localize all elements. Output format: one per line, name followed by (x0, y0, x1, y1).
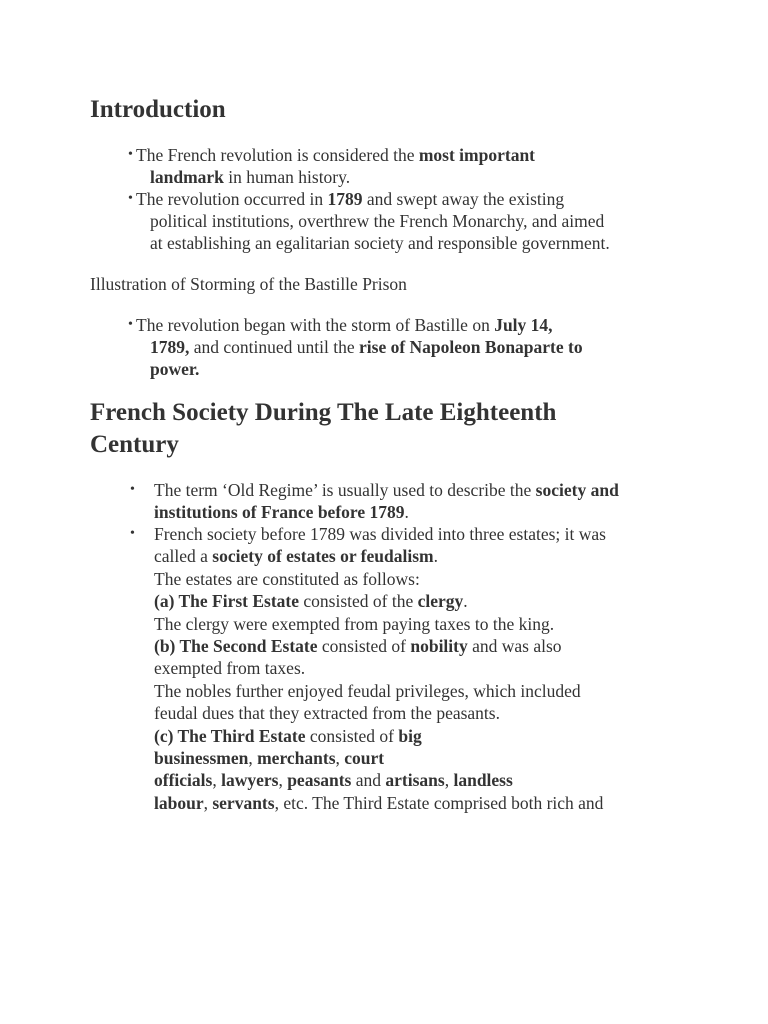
bullet-dot: • (130, 482, 135, 497)
bullet-dot: • (130, 526, 135, 541)
bullet-dot: • (128, 317, 133, 332)
image-caption: Illustration of Storming of the Bastille Prison (90, 274, 407, 294)
bullet-dot: • (128, 147, 133, 162)
intro-bullet-3: • The revolution began with the storm of Bastille on July 14, 1789, and continued until the rise of Napoleon Bonaparte to power. (128, 315, 583, 379)
intro-bullet-1: • The French revolution is considered the most important landmark in human history. (128, 145, 536, 187)
bullet-dot: • (128, 191, 133, 206)
document-page: Introduction • The French revolution is considered the most important landmark in human history. • The revolution occurred in 1789 and swept away the existing political institutions, overthrew the French Monarchy, and aimed at establishing an egalitarian society and responsible government. Illustration of Storming of the Bastille Prison • The revolution began with the storm of Bastille on July 14, 1789, and continued until the rise of Napoleon Bonaparte to power. French Society During The Late Eighteenth Century • The term ‘Old Regime’ is usually used to describe the society and institutions of France before 1789. • French society before 1789 was divided into three estates; it was called a society of estates or feudalism. The estates are constituted as follows: (a) The First Estate consisted of the clergy. The clergy were exempted from paying taxes to the king. (b) The Second Estate consisted of nobility and was also exempted from taxes. The nobles further enjoyed feudal privileges, which included feudal dues that they extracted from the peasants. (c) The Third Estate consisted of big businessmen, merchants, court officials, lawyers, peasants and artisans, landless labour, servants, etc. The Third Estate comprised both rich and (0, 0, 768, 1024)
heading-introduction: Introduction (90, 96, 226, 123)
heading-french-society: French Society During The Late Eighteenth Century (90, 399, 557, 458)
intro-bullet-2: • The revolution occurred in 1789 and swept away the existing political institutions, overthrew the French Monarchy, and aimed at establishing an egalitarian society and responsible government. (128, 189, 610, 253)
